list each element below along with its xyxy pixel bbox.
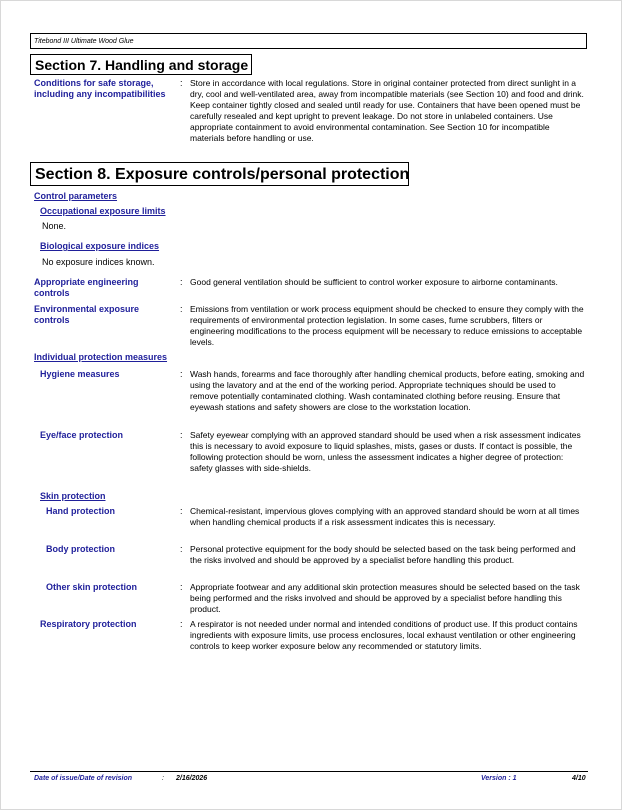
respiratory-label: Respiratory protection (40, 619, 137, 629)
environmental-text: Emissions from ventilation or work process equipment should be checked to ensure they comply with the requirements of environmental protection legislation. In some cases, fume scrubbers, filters or engineering modifications to the process equipment will be necessary to reduce emissions to acceptable levels. (190, 304, 584, 347)
footer-date-label: Date of issue/Date of revision (34, 775, 133, 782)
section-7-title: Section 7. Handling and storage (30, 54, 252, 75)
colon: : (180, 619, 183, 629)
footer-page-number: 4/10 (572, 775, 586, 782)
engineering-text: Good general ventilation should be sufficient to control worker exposure to airborne contaminants. (190, 277, 558, 287)
hygiene-text: Wash hands, forearms and face thoroughly after handling chemical products, before eating, smoking and using the lavatory and at the end of the working period. Appropriate techniques should be used to remove potentially contaminated clothing. Wash contaminated clothing before reusing. Ensure that eyewash stations and safety showers are close to the workstation location. (190, 369, 585, 412)
biological-value: No exposure indices known. (42, 257, 155, 267)
footer-date-value: 2/16/2026 (176, 775, 208, 782)
hand-protection-label: Hand protection (46, 506, 115, 516)
colon: : (180, 277, 183, 287)
eye-face-label: Eye/face protection (40, 430, 124, 440)
occupational-value: None. (42, 221, 67, 231)
body-protection-label: Body protection (46, 544, 115, 554)
engineering-label: Appropriate engineering controls (34, 277, 139, 298)
control-parameters-heading: Control parameters (34, 191, 118, 201)
body-protection-text: Personal protective equipment for the body should be selected based on the task being performed and the risks involved and should be approved by a specialist before handling this product. (190, 544, 576, 565)
product-name: Titebond III Ultimate Wood Glue (30, 33, 587, 49)
biological-heading: Biological exposure indices (40, 241, 160, 251)
section-8-title: Section 8. Exposure controls/personal protection (30, 162, 409, 186)
colon: : (180, 430, 183, 440)
other-skin-text: Appropriate footwear and any additional skin protection measures should be selected based on the task being performed and the risks involved and should be approved by a specialist before handling this product. (190, 582, 580, 614)
colon: : (180, 369, 183, 379)
colon: : (180, 78, 183, 88)
conditions-text: Store in accordance with local regulations. Store in original container protected from direct sunlight in a dry, cool and well-ventilated area, away from incompatible materials (see Section 10) and food and drink. Keep container tightly closed and sealed until ready for use. Containers that have been opened must be carefully resealed and kept upright to prevent leakage. Do not store in unlabeled containers. Use appropriate containment to avoid environmental contamination. See Section 10 for incompatible materials before handling or use. (190, 78, 584, 143)
footer-colon: : (162, 775, 164, 782)
eye-face-text: Safety eyewear complying with an approved standard should be used when a risk assessment indicates this is necessary to avoid exposure to liquid splashes, mists, gases or dusts. If contact is possible, the following protection should be worn, unless the assessment indicates a higher degree of protection: safety glasses with side-shields. (190, 430, 581, 473)
individual-protection-heading: Individual protection measures (34, 352, 168, 362)
hand-protection-text: Chemical-resistant, impervious gloves complying with an approved standard should be worn at all times when handling chemical products if a risk assessment indicates this is necessary. (190, 506, 580, 527)
footer-version: Version : 1 (481, 775, 517, 782)
conditions-label: Conditions for safe storage, including any incompatibilities (34, 78, 166, 99)
hygiene-label: Hygiene measures (40, 369, 120, 379)
colon: : (180, 304, 183, 314)
other-skin-label: Other skin protection (46, 582, 138, 592)
colon: : (180, 582, 183, 592)
footer-divider (30, 771, 588, 772)
respiratory-text: A respirator is not needed under normal and intended conditions of product use. If this product contains ingredients with exposure limits, use process enclosures, local exhaust ventilation or other engineering controls to keep worker exposure below any recommended or statutory limits. (190, 619, 578, 651)
occupational-heading: Occupational exposure limits (40, 206, 166, 216)
colon: : (180, 544, 183, 554)
skin-protection-heading: Skin protection (40, 491, 106, 501)
colon: : (180, 506, 183, 516)
environmental-label: Environmental exposure controls (34, 304, 140, 325)
